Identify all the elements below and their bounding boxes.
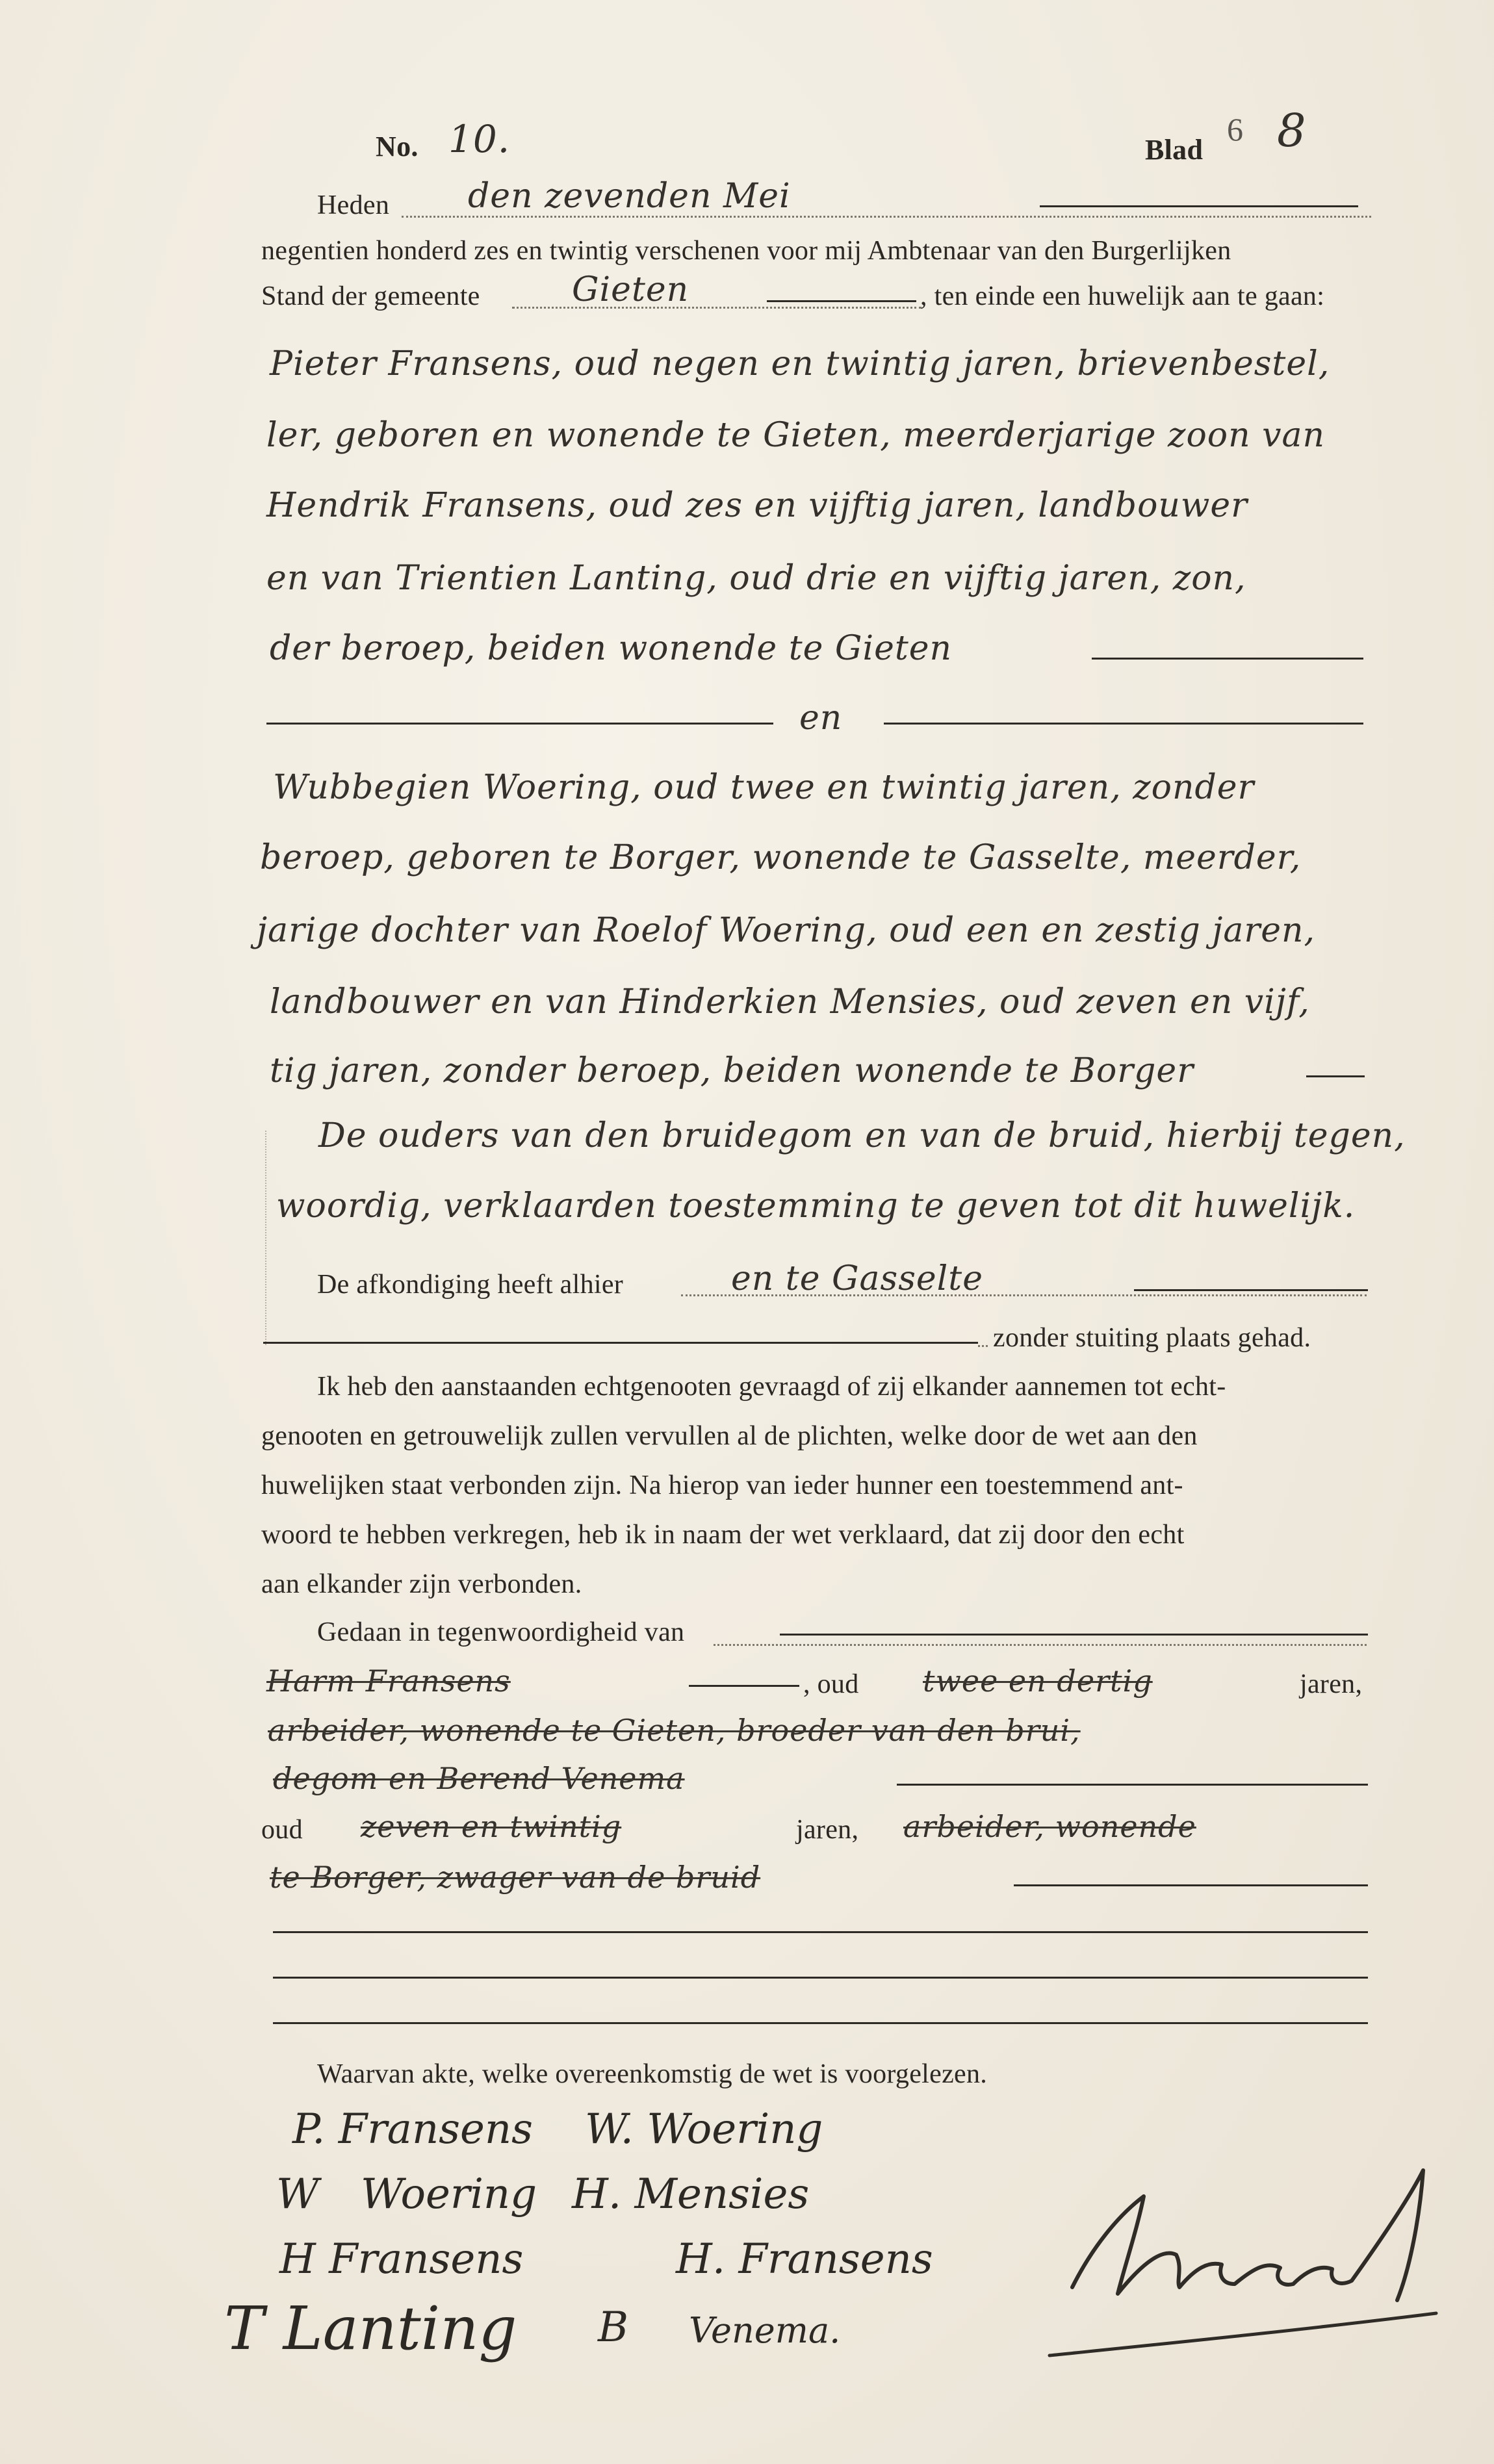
fill-line <box>273 1931 1368 1933</box>
signature-h-fransens-2: H. Fransens <box>676 2235 933 2283</box>
fill-line <box>266 723 773 725</box>
fill-line <box>273 2022 1368 2024</box>
fill-line <box>1040 205 1358 207</box>
signature-w-woering: W. Woering <box>585 2105 823 2153</box>
witness1-oud: , oud <box>803 1669 859 1699</box>
bride-line-2: beroep, geboren te Borger, wonende te Gasselte, meerder, <box>260 838 1302 877</box>
witness2-oud: oud <box>261 1815 303 1845</box>
witness2-line3: te Borger, zwager van de bruid <box>270 1860 761 1895</box>
fill-line <box>689 1685 799 1687</box>
fill-dot <box>978 1345 988 1347</box>
groom-line-5: der beroep, beiden wonende te Gieten <box>270 629 953 668</box>
witness2-line1: degom en Berend Venema <box>273 1761 685 1796</box>
signature-t-lanting: T Lanting <box>224 2294 517 2363</box>
heden-label: Heden <box>317 190 390 220</box>
bride-line-3: jarige dochter van Roelof Woering, oud een en zestig jaren, <box>257 911 1316 950</box>
ten-einde: , ten einde een huwelijk aan te gaan: <box>920 281 1325 311</box>
signature-b-initial: B <box>598 2304 629 2352</box>
fill-line <box>897 1784 1368 1786</box>
official-signature <box>1046 2157 1443 2372</box>
fill-line <box>767 300 916 302</box>
gemeente-hand: Gieten <box>572 270 689 309</box>
fill-line <box>1092 658 1363 660</box>
fill-line <box>780 1634 1368 1636</box>
signature-w-initial: W <box>276 2170 319 2218</box>
bride-line-1: Wubbegien Woering, oud twee en twintig jaren, zonder <box>273 768 1255 807</box>
witness2-age: zeven en twintig <box>361 1809 622 1844</box>
witness1-age: twee en dertig <box>923 1663 1153 1699</box>
signature-h-mensies: H. Mensies <box>572 2170 810 2218</box>
witnesses-dotline <box>714 1644 1367 1646</box>
stand-label: Stand der gemeente <box>261 281 480 311</box>
groom-line-1: Pieter Fransens, oud negen en twintig jaren, brievenbestel, <box>270 344 1330 383</box>
fill-line <box>273 1977 1368 1979</box>
intro-line2: negentien honderd zes en twintig verschenen voor mij Ambtenaar van den Burgerlijken <box>261 236 1231 266</box>
witness1-name: Harm Fransens <box>266 1663 511 1699</box>
signature-woering: Woering <box>361 2170 537 2218</box>
declaration-line-4: woord te hebben verkregen, heb ik in naam der wet verklaard, dat zij door den echt <box>261 1520 1185 1550</box>
witness1-jaren: jaren, <box>1300 1669 1363 1699</box>
blad-label: Blad <box>1145 134 1204 166</box>
blad-value: 6 <box>1227 111 1244 148</box>
parents-line-2: woordig, verklaarden toestemming te geven tot dit huwelijk. <box>276 1187 1356 1226</box>
afkondiging-end: zonder stuiting plaats gehad. <box>993 1323 1311 1353</box>
declaration-line-3: huwelijken staat verbonden zijn. Na hierop van ieder hunner een toestemmend ant- <box>261 1470 1183 1500</box>
number-value: 10. <box>448 117 511 161</box>
date-hand: den zevenden Mei <box>468 177 791 216</box>
signature-p-fransens: P. Fransens <box>292 2105 533 2153</box>
margin-rule <box>265 1131 266 1345</box>
witnesses-label: Gedaan in tegenwoordigheid van <box>317 1617 685 1647</box>
fill-line <box>263 1342 978 1344</box>
blad-extra: 8 <box>1277 104 1307 157</box>
fill-line <box>884 723 1363 725</box>
declaration-line-2: genooten en getrouwelijk zullen vervullen al de plichten, welke door de wet aan den <box>261 1421 1198 1451</box>
witness2-jaren: jaren, <box>796 1815 859 1845</box>
groom-line-2: ler, geboren en wonende te Gieten, meerderjarige zoon van <box>266 416 1325 455</box>
groom-line-4: en van Trientien Lanting, oud drie en vijftig jaren, zon, <box>266 559 1246 598</box>
afkondiging-hand: en te Gasselte <box>731 1259 983 1298</box>
bride-line-4: landbouwer en van Hinderkien Mensies, oud zeven en vijf, <box>270 982 1310 1021</box>
parents-line-1: De ouders van den bruidegom en van de bruid, hierbij tegen, <box>318 1116 1406 1155</box>
en-word: en <box>799 699 843 738</box>
bride-line-5: tig jaren, zonder beroep, beiden wonende te Borger <box>270 1051 1194 1090</box>
fill-line <box>1014 1884 1368 1886</box>
groom-line-3: Hendrik Fransens, oud zes en vijftig jaren, landbouwer <box>266 486 1248 525</box>
heden-dotline <box>402 216 1371 218</box>
witness2-occupation: arbeider, wonende <box>903 1809 1196 1844</box>
official-signature-flourish <box>1046 2157 1443 2372</box>
fill-line <box>1306 1075 1365 1077</box>
signature-h-fransens: H Fransens <box>279 2235 524 2283</box>
signature-venema: Venema. <box>689 2310 841 2351</box>
fill-line <box>1134 1289 1368 1291</box>
afkondiging-label: De afkondiging heeft alhier <box>317 1270 624 1300</box>
number-label: No. <box>376 131 419 162</box>
witness1-line2: arbeider, wonende te Gieten, broeder van den brui, <box>268 1713 1081 1748</box>
closing-text: Waarvan akte, welke overeenkomstig de wet is voorgelezen. <box>317 2059 988 2089</box>
declaration-line-1: Ik heb den aanstaanden echtgenooten gevraagd of zij elkander aannemen tot echt- <box>317 1372 1226 1402</box>
declaration-line-5: aan elkander zijn verbonden. <box>261 1569 582 1599</box>
